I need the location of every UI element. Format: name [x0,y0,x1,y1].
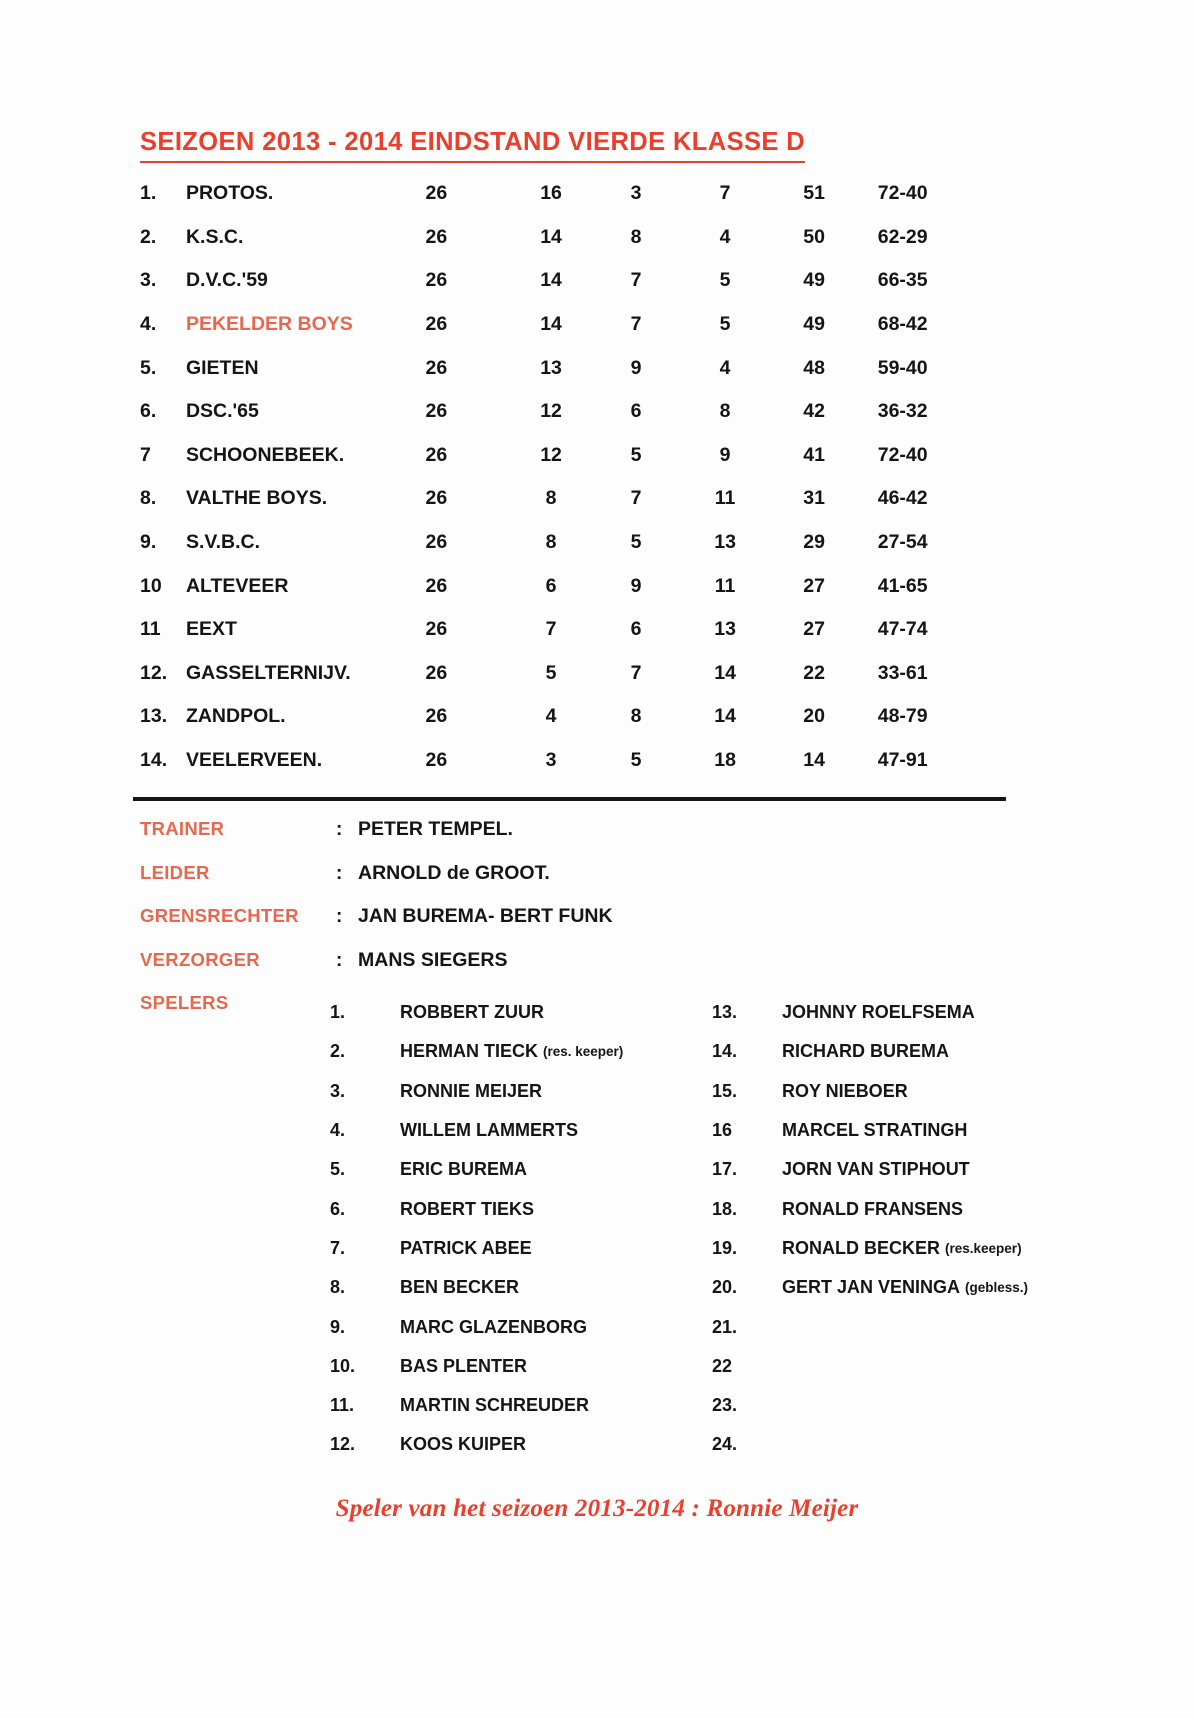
standings-cell-played: 26 [425,705,448,728]
standings-cell-won: 13 [540,356,562,379]
standings-cell-goals: 36-32 [877,400,928,423]
standings-cell-played: 26 [425,487,448,510]
staff-value: MANS SIEGERS [358,948,508,971]
player-name [392,1425,712,1464]
standings-row [140,303,1020,347]
staff-row [140,818,840,862]
players-grid [330,993,1070,1465]
footer [0,1495,1194,1523]
player-number: 9. [330,1316,346,1337]
player-number: 24. [712,1434,738,1455]
standings-cell-lost: 4 [719,225,731,248]
standings-cell-team: ZANDPOL. [185,705,286,728]
player-name [774,993,1070,1032]
staff-row [140,949,840,993]
player-name [392,1189,712,1228]
staff-row [140,862,840,906]
player-name [392,1229,712,1268]
standings-cell-drawn: 9 [630,574,642,597]
player-number: 23. [712,1395,738,1416]
standings-cell-points: 22 [803,661,825,684]
standings-cell-team: PEKELDER BOYS [185,313,353,336]
player-name-text: ROBBERT ZUUR [400,1002,544,1023]
standings-cell-rank: 4. [140,313,157,336]
page-title-text: SEIZOEN 2013 - 2014 EINDSTAND VIERDE KLASSE D [140,128,805,163]
player-name [774,1307,1070,1346]
standings-cell-played: 26 [425,749,448,772]
staff-colon: : [336,862,343,884]
standings-cell-played: 26 [425,400,448,423]
standings-cell-drawn: 8 [630,705,642,728]
standings-cell-goals: 47-91 [877,749,928,772]
standings-cell-lost: 4 [719,356,731,379]
standings-cell-points: 51 [803,182,825,205]
player-name [774,1229,1070,1268]
standings-cell-points: 50 [803,225,825,248]
player-number: 13. [712,1002,738,1023]
standings-row [140,216,1020,260]
player-number: 21. [712,1316,738,1337]
staff-label: VERZORGER [140,948,260,970]
standings-row [140,346,1020,390]
standings-cell-goals: 47-74 [877,618,928,641]
standings-cell-rank: 12. [140,661,168,684]
standings-cell-won: 3 [545,749,557,772]
player-name-text: ROY NIEBOER [782,1080,908,1101]
standings-cell-points: 27 [803,574,825,597]
standings-cell-drawn: 9 [630,356,642,379]
standings-cell-points: 49 [803,313,825,336]
player-name-text: KOOS KUIPER [400,1434,527,1455]
standings-cell-team: VEELERVEEN. [185,749,323,772]
standings-row [140,564,1020,608]
staff-label: LEIDER [140,861,210,883]
standings-cell-team: PROTOS. [185,182,274,205]
player-name-text: GERT JAN VENINGA [782,1277,961,1298]
standings-row [140,477,1020,521]
player-name-text: RONALD FRANSENS [782,1198,964,1219]
player-number: 14. [712,1041,738,1062]
player-name-text: HERMAN TIECK [400,1041,538,1062]
standings-cell-points: 31 [803,487,825,510]
player-name-text: WILLEM LAMMERTS [400,1120,578,1141]
standings-cell-won: 5 [545,661,557,684]
players-label: SPELERS [140,992,229,1013]
player-name [774,1189,1070,1228]
player-number: 3. [330,1080,346,1101]
standings-cell-team: SCHOONEBEEK. [185,443,345,466]
staff-label: GRENSRECHTER [140,905,299,926]
player-name [392,1268,712,1307]
player-number: 2. [330,1041,346,1062]
standings-cell-goals: 66-35 [877,269,928,292]
standings-cell-played: 26 [425,182,448,205]
standings-cell-goals: 41-65 [877,574,928,597]
player-name-text: JORN VAN STIPHOUT [782,1159,970,1180]
player-name [774,1150,1070,1189]
standings-cell-goals: 72-40 [877,443,928,466]
standings-cell-lost: 8 [719,400,731,423]
player-name [392,1150,712,1189]
player-name [392,993,712,1032]
staff-colon: : [336,949,343,971]
standings-table-body [140,172,1020,782]
player-number: 7. [330,1237,346,1258]
standings-cell-points: 49 [803,269,825,292]
standings-cell-rank: 3. [140,269,157,292]
standings-cell-played: 26 [425,269,448,292]
standings-cell-drawn: 5 [630,443,642,466]
standings-cell-rank: 14. [140,749,168,772]
player-number: 4. [330,1120,346,1141]
standings-cell-drawn: 5 [630,749,642,772]
standings-cell-points: 48 [803,356,825,379]
standings-row [140,390,1020,434]
player-name-text: JOHNNY ROELFSEMA [782,1002,975,1023]
standings-cell-drawn: 3 [630,182,642,205]
standings-row [140,172,1020,216]
standings-cell-drawn: 7 [630,487,642,510]
staff-row [140,905,840,949]
standings-cell-points: 42 [803,400,825,423]
standings-cell-points: 41 [803,443,825,466]
standings-cell-goals: 59-40 [877,356,928,379]
standings-cell-points: 29 [803,531,825,554]
standings-cell-won: 16 [540,182,562,205]
standings-cell-drawn: 6 [630,618,642,641]
standings-cell-goals: 68-42 [877,313,928,336]
standings-row [140,652,1020,696]
standings-cell-team: GIETEN [185,356,259,379]
player-number: 17. [712,1159,738,1180]
standings-cell-lost: 9 [719,443,731,466]
standings-cell-won: 4 [545,705,557,728]
player-number: 15. [712,1080,738,1101]
player-name [392,1111,712,1150]
standings-cell-goals: 46-42 [877,487,928,510]
standings-cell-points: 14 [803,749,825,772]
standings-cell-rank: 11 [140,618,161,641]
standings-cell-goals: 62-29 [877,225,928,248]
standings-cell-team: DSC.'65 [185,400,259,423]
player-name-text: ERIC BUREMA [400,1159,528,1180]
player-name [392,1386,712,1425]
standings-cell-played: 26 [425,574,448,597]
standings-cell-lost: 14 [714,661,736,684]
standings-cell-played: 26 [425,531,448,554]
standings-cell-goals: 33-61 [877,661,928,684]
player-number: 1. [330,1002,346,1023]
standings-cell-won: 6 [545,574,557,597]
player-name [392,1072,712,1111]
staff-value: PETER TEMPEL. [358,818,513,840]
player-number: 8. [330,1277,346,1298]
standings-cell-drawn: 6 [630,400,642,423]
standings-cell-team: D.V.C.'59 [185,269,268,292]
standings-cell-won: 7 [545,618,557,641]
player-name [774,1072,1070,1111]
staff-colon: : [336,819,343,840]
standings-cell-rank: 7 [140,443,151,466]
player-name [392,1032,712,1071]
standings-cell-drawn: 7 [630,269,642,292]
staff-label: TRAINER [140,818,225,839]
standings-row [140,259,1020,303]
player-number: 5. [330,1159,346,1180]
player-number: 10. [330,1355,356,1376]
standings-cell-rank: 9. [140,531,157,554]
staff-value: ARNOLD de GROOT. [358,861,550,884]
standings-cell-lost: 13 [714,618,736,641]
player-note: (res.keeper) [945,1240,1022,1256]
standings-cell-lost: 5 [719,313,731,336]
player-number: 22 [712,1355,733,1376]
standings-cell-rank: 5. [140,356,157,379]
player-name [392,1347,712,1386]
player-of-the-season: Speler van het seizoen 2013-2014 : Ronnie Meijer [335,1495,859,1522]
standings-cell-points: 20 [803,705,825,728]
standings-cell-drawn: 5 [630,531,642,554]
player-number: 12. [330,1434,356,1455]
standings-row [140,739,1020,783]
standings-cell-lost: 18 [714,749,736,772]
player-name [774,1425,1070,1464]
standings-cell-rank: 2. [140,225,157,248]
player-name-text: MARCEL STRATINGH [782,1120,968,1141]
standings-cell-team: K.S.C. [185,225,244,248]
player-name [774,1032,1070,1071]
player-name-text: ROBERT TIEKS [400,1198,535,1219]
standings-table [140,172,1020,782]
player-number: 19. [712,1237,738,1258]
standings-cell-rank: 1. [140,182,157,205]
player-name [392,1307,712,1346]
standings-cell-won: 14 [540,225,562,248]
player-name-text: RICHARD BUREMA [782,1041,949,1062]
staff-colon: : [336,906,343,927]
standings-cell-played: 26 [425,225,448,248]
standings-cell-won: 12 [540,400,562,423]
standings-cell-drawn: 7 [630,313,642,336]
standings-row [140,695,1020,739]
player-number: 11. [330,1395,355,1416]
player-number: 18. [712,1198,738,1219]
standings-cell-rank: 10 [140,574,162,597]
player-name-text: BEN BECKER [400,1277,520,1298]
player-number: 16 [712,1120,733,1141]
standings-cell-won: 8 [545,531,557,554]
section-divider [133,797,1006,801]
standings-cell-lost: 14 [714,705,736,728]
standings-cell-rank: 13. [140,705,168,728]
standings-cell-lost: 11 [714,487,736,510]
standings-cell-played: 26 [425,356,448,379]
player-name-text: MARTIN SCHREUDER [400,1395,589,1416]
player-name [774,1111,1070,1150]
standings-cell-lost: 5 [719,269,731,292]
player-number: 20. [712,1277,738,1298]
standings-cell-played: 26 [425,313,448,336]
standings-cell-team: ALTEVEER [185,574,289,597]
standings-cell-lost: 11 [714,574,736,597]
standings-cell-lost: 7 [719,182,731,205]
standings-cell-team: VALTHE BOYS. [185,487,328,510]
standings-cell-won: 8 [545,487,557,510]
standings-cell-played: 26 [425,618,448,641]
standings-row [140,608,1020,652]
standings-cell-goals: 27-54 [877,531,928,554]
player-name-text: MARC GLAZENBORG [400,1316,587,1337]
player-name-text: RONALD BECKER [782,1237,941,1258]
players-section [330,993,1070,1465]
player-name [774,1386,1070,1425]
standings-cell-played: 26 [425,661,448,684]
standings-cell-played: 26 [425,443,448,466]
player-note: (res. keeper) [543,1044,624,1060]
player-name-text: PATRICK ABEE [400,1237,532,1258]
player-name [774,1347,1070,1386]
standings-cell-lost: 13 [714,531,736,554]
staff-value: JAN BUREMA- BERT FUNK [358,905,613,927]
player-number: 6. [330,1198,346,1219]
player-note: (gebless.) [965,1280,1029,1296]
standings-cell-team: GASSELTERNIJV. [185,661,351,684]
standings-cell-drawn: 8 [630,225,642,248]
standings-row [140,434,1020,478]
player-name-text: RONNIE MEIJER [400,1080,543,1101]
standings-row [140,521,1020,565]
standings-cell-won: 14 [540,269,562,292]
standings-cell-points: 27 [803,618,825,641]
player-name [774,1268,1070,1307]
standings-cell-won: 12 [540,443,562,466]
standings-cell-drawn: 7 [630,661,642,684]
standings-cell-goals: 72-40 [877,182,928,205]
standings-cell-won: 14 [540,313,562,336]
standings-cell-team: EEXT [185,618,237,641]
standings-cell-goals: 48-79 [877,705,928,728]
standings-cell-rank: 8. [140,487,157,510]
page-title [140,128,806,163]
player-name-text: BAS PLENTER [400,1355,528,1376]
standings-cell-rank: 6. [140,400,157,423]
standings-cell-team: S.V.B.C. [185,531,260,554]
